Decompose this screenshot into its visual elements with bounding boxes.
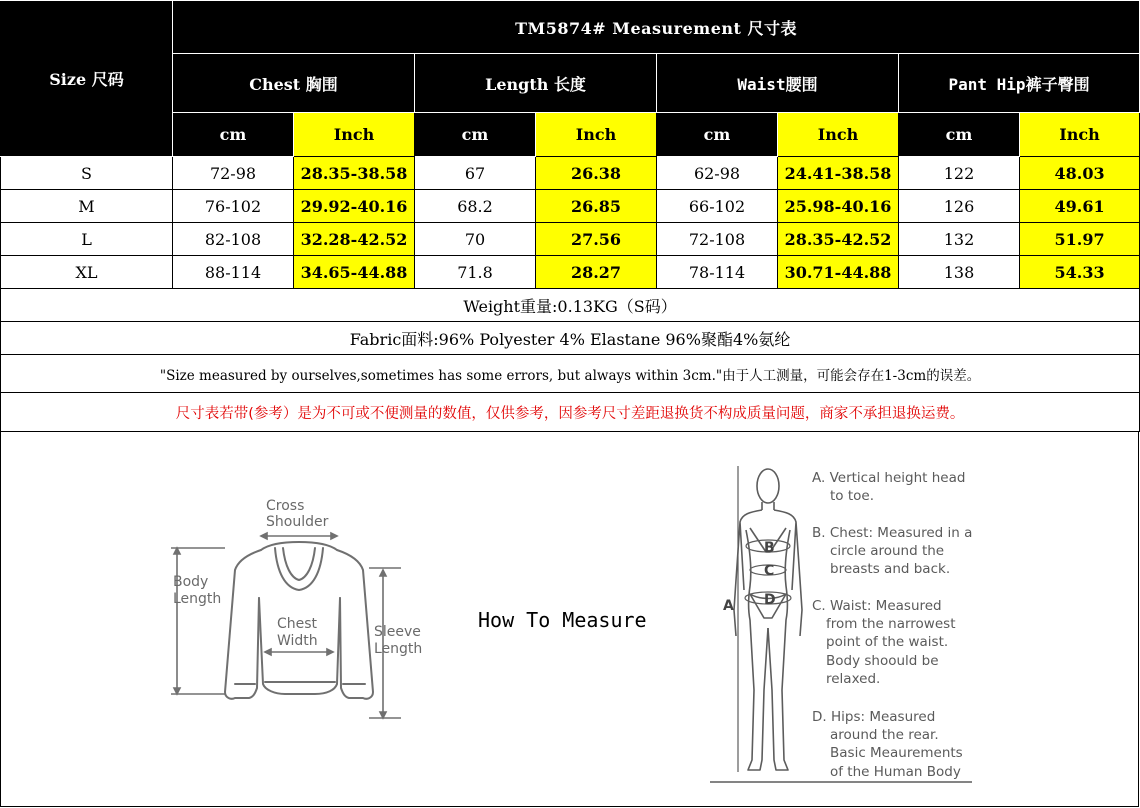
note-c-line: C. Waist: Measured bbox=[812, 598, 942, 614]
chest-inch: 34.65-44.88 bbox=[294, 256, 415, 289]
size-cell: L bbox=[1, 223, 173, 256]
shoulder-label: Shoulder bbox=[266, 514, 329, 530]
unit-cm: cm bbox=[415, 113, 536, 157]
disclaimer-note: "Size measured by ourselves,sometimes has some errors, but always within 3cm."由于人工测量，可能会存在1-3cm的误差。 bbox=[1, 355, 1140, 393]
length-cm: 68.2 bbox=[415, 190, 536, 223]
waist-inch: 24.41-38.58 bbox=[778, 157, 899, 190]
size-header: Size 尺码 bbox=[1, 1, 173, 157]
table-row bbox=[1, 256, 1140, 289]
chest-cm: 76-102 bbox=[173, 190, 294, 223]
hip-inch: 51.97 bbox=[1020, 223, 1140, 256]
waist-cm: 72-108 bbox=[657, 223, 778, 256]
note-c-line: relaxed. bbox=[826, 671, 881, 687]
chart-title: TM5874# Measurement 尺寸表 bbox=[173, 1, 1140, 54]
note-d-line: Basic Meaurements bbox=[830, 745, 963, 761]
group-pant-hip: Pant Hip裤子臀围 bbox=[899, 54, 1140, 113]
group-waist: Waist腰围 bbox=[657, 54, 899, 113]
marker-b: B bbox=[764, 540, 775, 556]
hip-cm: 132 bbox=[899, 223, 1020, 256]
table-row bbox=[1, 157, 1140, 190]
body-notes bbox=[812, 470, 972, 780]
length-cm: 67 bbox=[415, 157, 536, 190]
unit-cm: cm bbox=[173, 113, 294, 157]
hip-inch: 48.03 bbox=[1020, 157, 1140, 190]
note-d-line: around the rear. bbox=[830, 727, 939, 743]
note-a-line: to toe. bbox=[830, 488, 874, 504]
unit-inch: Inch bbox=[1020, 113, 1140, 157]
note-b-line: circle around the bbox=[830, 543, 945, 559]
note-d-line: D. Hips: Measured bbox=[812, 709, 936, 725]
group-chest: Chest 胸围 bbox=[173, 54, 415, 113]
note-a-line: A. Vertical height head bbox=[812, 470, 966, 486]
length-cm: 71.8 bbox=[415, 256, 536, 289]
sleeve-length-label: Sleeve bbox=[374, 624, 421, 640]
chest-inch: 29.92-40.16 bbox=[294, 190, 415, 223]
waist-cm: 62-98 bbox=[657, 157, 778, 190]
how-to-measure-title: How To Measure bbox=[478, 608, 647, 632]
chest-width-label: Chest bbox=[277, 616, 318, 632]
garment-diagram bbox=[165, 492, 435, 724]
chest-width-label-2: Width bbox=[277, 633, 318, 649]
length-inch: 26.85 bbox=[536, 190, 657, 223]
unit-cm: cm bbox=[899, 113, 1020, 157]
waist-cm: 66-102 bbox=[657, 190, 778, 223]
waist-inch: 25.98-40.16 bbox=[778, 190, 899, 223]
reference-note: 尺寸表若带(参考）是为不可或不便测量的数值，仅供参考，因参考尺寸差距退换货不构成质量问题，商家不承担退换运费。 bbox=[1, 393, 1140, 432]
body-length-label-2: Length bbox=[173, 591, 222, 607]
table-row bbox=[1, 223, 1140, 256]
unit-inch: Inch bbox=[536, 113, 657, 157]
marker-c: C bbox=[764, 563, 775, 579]
hip-inch: 49.61 bbox=[1020, 190, 1140, 223]
waist-inch: 28.35-42.52 bbox=[778, 223, 899, 256]
hip-cm: 126 bbox=[899, 190, 1020, 223]
size-cell: M bbox=[1, 190, 173, 223]
unit-cm: cm bbox=[657, 113, 778, 157]
waist-cm: 78-114 bbox=[657, 256, 778, 289]
marker-a: A bbox=[723, 598, 734, 614]
sleeve-length-label-2: Length bbox=[374, 641, 423, 657]
note-c-line: Body shoould be bbox=[826, 653, 939, 669]
waist-inch: 30.71-44.88 bbox=[778, 256, 899, 289]
weight-note: Weight重量:0.13KG（S码） bbox=[1, 289, 1140, 322]
hip-inch: 54.33 bbox=[1020, 256, 1140, 289]
chest-cm: 72-98 bbox=[173, 157, 294, 190]
unit-inch: Inch bbox=[294, 113, 415, 157]
chest-cm: 82-108 bbox=[173, 223, 294, 256]
unit-inch: Inch bbox=[778, 113, 899, 157]
hip-cm: 122 bbox=[899, 157, 1020, 190]
note-c-line: point of the waist. bbox=[826, 634, 949, 650]
chest-inch: 28.35-38.58 bbox=[294, 157, 415, 190]
hip-cm: 138 bbox=[899, 256, 1020, 289]
length-cm: 70 bbox=[415, 223, 536, 256]
chest-inch: 32.28-42.52 bbox=[294, 223, 415, 256]
length-inch: 26.38 bbox=[536, 157, 657, 190]
size-cell: XL bbox=[1, 256, 173, 289]
group-length: Length 长度 bbox=[415, 54, 657, 113]
note-c-line: from the narrowest bbox=[826, 616, 956, 632]
chest-cm: 88-114 bbox=[173, 256, 294, 289]
body-length-label: Body bbox=[173, 574, 209, 590]
marker-d: D bbox=[764, 592, 776, 608]
body-diagram bbox=[706, 460, 986, 786]
cross-label: Cross bbox=[266, 498, 305, 514]
size-cell: S bbox=[1, 157, 173, 190]
fabric-note: Fabric面料:96% Polyester 4% Elastane 96%聚酯4%氨纶 bbox=[1, 322, 1140, 355]
note-b-line: breasts and back. bbox=[830, 561, 951, 577]
table-row bbox=[1, 190, 1140, 223]
length-inch: 28.27 bbox=[536, 256, 657, 289]
human-body-icon bbox=[734, 469, 802, 770]
length-inch: 27.56 bbox=[536, 223, 657, 256]
note-b-line: B. Chest: Measured in a bbox=[812, 525, 973, 541]
note-d-line: of the Human Body bbox=[830, 764, 961, 780]
